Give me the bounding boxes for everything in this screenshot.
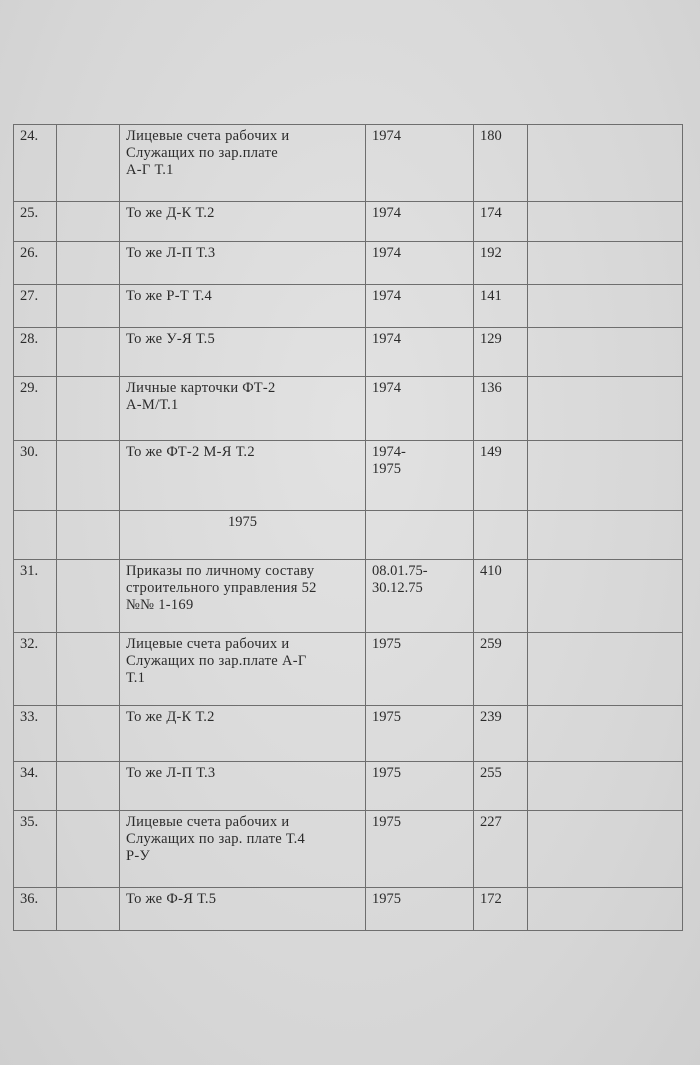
empty-cell	[528, 242, 683, 285]
table-row	[14, 285, 683, 328]
row-number: 34.	[14, 762, 57, 811]
row-title: То же Л-П Т.3	[120, 762, 366, 811]
empty-cell	[528, 633, 683, 706]
row-count: 174	[474, 202, 528, 242]
empty-cell	[57, 328, 120, 377]
empty-cell	[57, 811, 120, 888]
empty-cell	[57, 242, 120, 285]
year-section-label: 1975	[120, 511, 366, 560]
row-title: Лицевые счета рабочих и Служащих по зар.плате А-Г Т.1	[120, 633, 366, 706]
table-row	[14, 633, 683, 706]
row-number: 26.	[14, 242, 57, 285]
table-row	[14, 706, 683, 762]
row-number: 27.	[14, 285, 57, 328]
empty-cell	[528, 762, 683, 811]
table-row	[14, 377, 683, 441]
row-title: То же Л-П Т.3	[120, 242, 366, 285]
row-title: Лицевые счета рабочих и Служащих по зар. плате Т.4 Р-У	[120, 811, 366, 888]
row-count: 255	[474, 762, 528, 811]
empty-cell	[57, 285, 120, 328]
empty-cell	[14, 511, 57, 560]
row-title: То же У-Я Т.5	[120, 328, 366, 377]
row-date: 1974- 1975	[366, 441, 474, 511]
row-number: 28.	[14, 328, 57, 377]
row-title: То же Р-Т Т.4	[120, 285, 366, 328]
row-count: 141	[474, 285, 528, 328]
row-title: Лицевые счета рабочих и Служащих по зар.плате А-Г Т.1	[120, 125, 366, 202]
empty-cell	[57, 511, 120, 560]
row-date: 1974	[366, 125, 474, 202]
table-row	[14, 125, 683, 202]
row-count: 259	[474, 633, 528, 706]
row-date: 1974	[366, 202, 474, 242]
table-row	[14, 202, 683, 242]
table-row	[14, 242, 683, 285]
row-count: 192	[474, 242, 528, 285]
row-title: Приказы по личному составу строительного управления 52 №№ 1-169	[120, 560, 366, 633]
row-title: То же Д-К Т.2	[120, 706, 366, 762]
row-date: 1974	[366, 328, 474, 377]
empty-cell	[528, 377, 683, 441]
year-section-row	[14, 511, 683, 560]
row-count: 410	[474, 560, 528, 633]
empty-cell	[57, 441, 120, 511]
row-number: 31.	[14, 560, 57, 633]
row-date: 1975	[366, 633, 474, 706]
empty-cell	[528, 560, 683, 633]
empty-cell	[528, 285, 683, 328]
row-title: То же ФТ-2 М-Я Т.2	[120, 441, 366, 511]
empty-cell	[57, 633, 120, 706]
table-row	[14, 762, 683, 811]
row-number: 29.	[14, 377, 57, 441]
table-row	[14, 560, 683, 633]
empty-cell	[528, 511, 683, 560]
row-date: 08.01.75- 30.12.75	[366, 560, 474, 633]
row-number: 24.	[14, 125, 57, 202]
empty-cell	[57, 762, 120, 811]
row-count: 149	[474, 441, 528, 511]
row-date: 1975	[366, 762, 474, 811]
row-date: 1975	[366, 706, 474, 762]
empty-cell	[57, 706, 120, 762]
empty-cell	[57, 125, 120, 202]
table-row	[14, 811, 683, 888]
empty-cell	[528, 441, 683, 511]
row-count: 227	[474, 811, 528, 888]
row-count: 180	[474, 125, 528, 202]
empty-cell	[57, 377, 120, 441]
row-number: 36.	[14, 888, 57, 931]
table-row	[14, 441, 683, 511]
empty-cell	[528, 888, 683, 931]
row-number: 25.	[14, 202, 57, 242]
empty-cell	[528, 811, 683, 888]
row-number: 33.	[14, 706, 57, 762]
empty-cell	[57, 202, 120, 242]
row-count: 129	[474, 328, 528, 377]
row-date: 1975	[366, 888, 474, 931]
row-count: 239	[474, 706, 528, 762]
empty-cell	[528, 125, 683, 202]
row-count: 136	[474, 377, 528, 441]
empty-cell	[57, 888, 120, 931]
empty-cell	[366, 511, 474, 560]
empty-cell	[528, 328, 683, 377]
row-title: То же Ф-Я Т.5	[120, 888, 366, 931]
registry-table	[13, 124, 683, 931]
table-row	[14, 888, 683, 931]
table-row	[14, 328, 683, 377]
row-number: 32.	[14, 633, 57, 706]
row-date: 1974	[366, 242, 474, 285]
empty-cell	[528, 706, 683, 762]
row-date: 1974	[366, 377, 474, 441]
row-title: То же Д-К Т.2	[120, 202, 366, 242]
row-number: 35.	[14, 811, 57, 888]
row-date: 1974	[366, 285, 474, 328]
empty-cell	[528, 202, 683, 242]
empty-cell	[57, 560, 120, 633]
row-title: Личные карточки ФТ-2 А-М/Т.1	[120, 377, 366, 441]
empty-cell	[474, 511, 528, 560]
row-count: 172	[474, 888, 528, 931]
row-date: 1975	[366, 811, 474, 888]
row-number: 30.	[14, 441, 57, 511]
